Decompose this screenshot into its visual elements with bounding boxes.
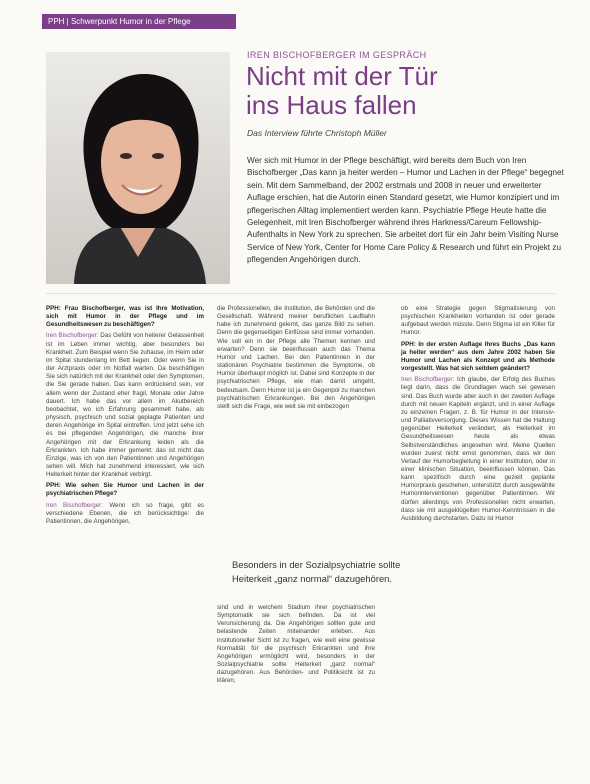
question-1: [46, 305, 204, 329]
question-3: [401, 341, 555, 374]
answer-3: [401, 376, 555, 523]
title-line-1: Nicht mit der Tür: [246, 61, 438, 91]
question-2: [46, 482, 204, 498]
answer-continued: sind und in welchem Stadium ihrer psychiatrischen Symptomatik sie sich befinden. Da ist viel Verunsicherung da. Die Angehörigen sollten gute und belastende Zeiten miteinander erleben. Aus institutioneller Sicht ist zu fragen, wie weit eine gewisse Normalität für die psychisch Erkrankten und ihre Angehörigen ermöglicht wird, besonders in der Sozialpsychiatrie sollte Heiterkeit „ganz normal“ dazugehören. Aus Behörden- und Politiksicht ist zu klären,: [217, 604, 375, 685]
column-3: [401, 305, 555, 775]
column-2-top: [217, 305, 375, 537]
answer-text: Wenn ich so frage, gibt es verschiedene Ebenen, die ich berücksichtige: die Patientinnen, die Angehörigen,: [46, 501, 204, 525]
answer-continued: die Professionellen, die Institution, die Behörden und die Gesellschaft. Während meiner beruflichen Laufbahn habe ich zunehmend gelernt, das ganze Bild zu sehen. Denn die gegenseitigen Einflüsse sind immer vorhanden. Wie soll ein in der Pflege alle Themen kennen und erwarten? Denn sie beeinflussen auch das Thema Humor und Lachen. Bei den Patientinnen in der stationären Psychiatrie bestimmen die Symptome, ob Humor überhaupt möglich ist. Dabei sind Konzepte in der psychiatrischen Pflege, wie man damit umgeht, bedeutsam. Denn Humor ist ja ein Gegenpol zu manchen psychiatrischen Erkrankungen. Bei den Angehörigen stellt sich die Frage, wie weit sie mit einbezogen: [217, 305, 375, 410]
divider: [46, 293, 555, 294]
answer-2: [46, 502, 204, 526]
section-tag: PPH | Schwerpunkt Humor in der Pflege: [42, 14, 236, 29]
article-title: [246, 62, 576, 120]
column-1: [46, 305, 204, 775]
speaker-label: Iren Bischofberger:: [46, 332, 99, 340]
pull-quote: Besonders in der Sozialpsychiatrie sollte Heiterkeit „ganz normal“ dazugehören.: [232, 559, 401, 584]
portrait-image: [46, 52, 230, 284]
article-kicker: IREN BISCHOFBERGER IM GESPRÄCH: [247, 50, 427, 60]
article-byline: Das Interview führte Christoph Müller: [247, 128, 387, 138]
question-text: PPH: Frau Bischofberger, was ist Ihre Motivation, sich mit Humor in der Pflege und im Gesundheitswesen zu beschäftigen?: [46, 305, 204, 329]
question-text: PPH: Wie sehen Sie Humor und Lachen in der psychiatrischen Pflege?: [46, 482, 204, 498]
speaker-label: Iren Bischofberger:: [401, 376, 455, 384]
answer-continued: ob eine Strategie gegen Stigmatisierung von psychischen Krankheiten vorhanden ist oder gerade aufgebaut werden müsste. Denn Stigma ist ein Killer für Humor.: [401, 305, 555, 337]
question-text: PPH: In der ersten Auflage Ihres Buchs „Das kann ja heiter werden“ aus dem Jahre 2002 haben Sie Humor und Lachen als Konzept und als Methode vorgestellt. Was hat sich seitdem geändert?: [401, 340, 555, 373]
answer-1: [46, 332, 204, 479]
author-portrait: [46, 52, 230, 284]
column-2-bottom: [217, 604, 375, 779]
article-intro: Wer sich mit Humor in der Pflege beschäftigt, wird bereits dem Buch von Iren Bischofberger „Das kann ja heiter werden – Humor und Lachen in der Pflege“ begegnet sein. Mit dem Sammelband, der 2002 erstmals und 2008 in neuer und erweiterter Auflage erschien, hat die Autorin einen Standard gesetzt, wie Humor konzipiert und im pflegerischen Alltag implementiert werden kann. Psychiatrie Pflege Heute hatte die Gelegenheit, mit Iren Bischofberger während ihres Harkness/Careum Fellowship-Aufenthalts in New York zu sprechen. Sie arbeitet dort für ein Jahr beim Visiting Nurse Service of New York, Center for Home Care Policy & Research und führt ein Projekt zu pflegenden Angehörigen durch.: [247, 156, 564, 265]
speaker-label: Iren Bischofberger:: [46, 501, 103, 509]
title-line-2: ins Haus fallen: [246, 90, 417, 120]
answer-text: Ich glaube, der Erfolg des Buches liegt darin, dass die Grundlagen wach sei gewesen sind. Das Buch wurde aber auch in der zweiten Auflage durch mit neuen Kapiteln ergänzt, und in einer Auflage zu einzelnen Fragen, z. B. für Humor in der Intensiv- und Palliativversorgung. Dieses Wissen hat die Haltung gegenüber Heiterkeit verändert, als Heiterkeit im Gesundheitswesen heute als etwas Selbstverständliches angesehen wird. Meine Quellen wurden zuerst nicht ernst genommen, dass wir den Verlauf der Humorbegleitung in einer Institution, oder in einer klinischen Situation, beeinflussen können. Das kann spezifisch durch eine gezielt geplante Humorpraxis geschehen, unterstützt durch ausgewählte Humorinterventionen gegenüber Patientinnen. Wir dürfen allerdings von Professionellen nicht erwarten, dass sie mit ausgeklügelten Humor-Kenntnissen in die Ausbildung durchstarten. Dazu ist Humor: [401, 376, 555, 522]
answer-text: Das Gefühl von heiterer Gelassenheit ist im Leben immer wichtig, aber besonders bei Krankheit. Zum Beispiel wenn Sie zuhause, im Heim oder im Spital stundenlang im Bett liegen. Oder wenn Sie in der Arztpraxis oder im Notfall warten. Da beschäftigen Sie sich natürlich mit der Krankheit oder den Symptomen, die Sie gerade haben. Das kann erdrückend sein, vor allem wenn der Zustand eher fragil, Monate oder Jahre dauert. Ich habe das vor allem im Akutbereich beobachtet, wo ich Erfahrung gesammelt habe, als physisch, psychisch und sozial geplagte Patienten und deren Angehörige im Spital eintreffen. Und jetzt sehe ich es bei pflegenden Angehörigen, die manche ihrer Angehörigen mit der Erkrankung leiden als die Erkrankten. Ich habe immer gemerkt: das ist nicht das Einzige, was ich von den Patientinnen und Angehörigen sehen will. Mich hat zunehmend interessiert, wie sich Heiterkeit hinter der Krankheit verbirgt.: [46, 332, 204, 479]
